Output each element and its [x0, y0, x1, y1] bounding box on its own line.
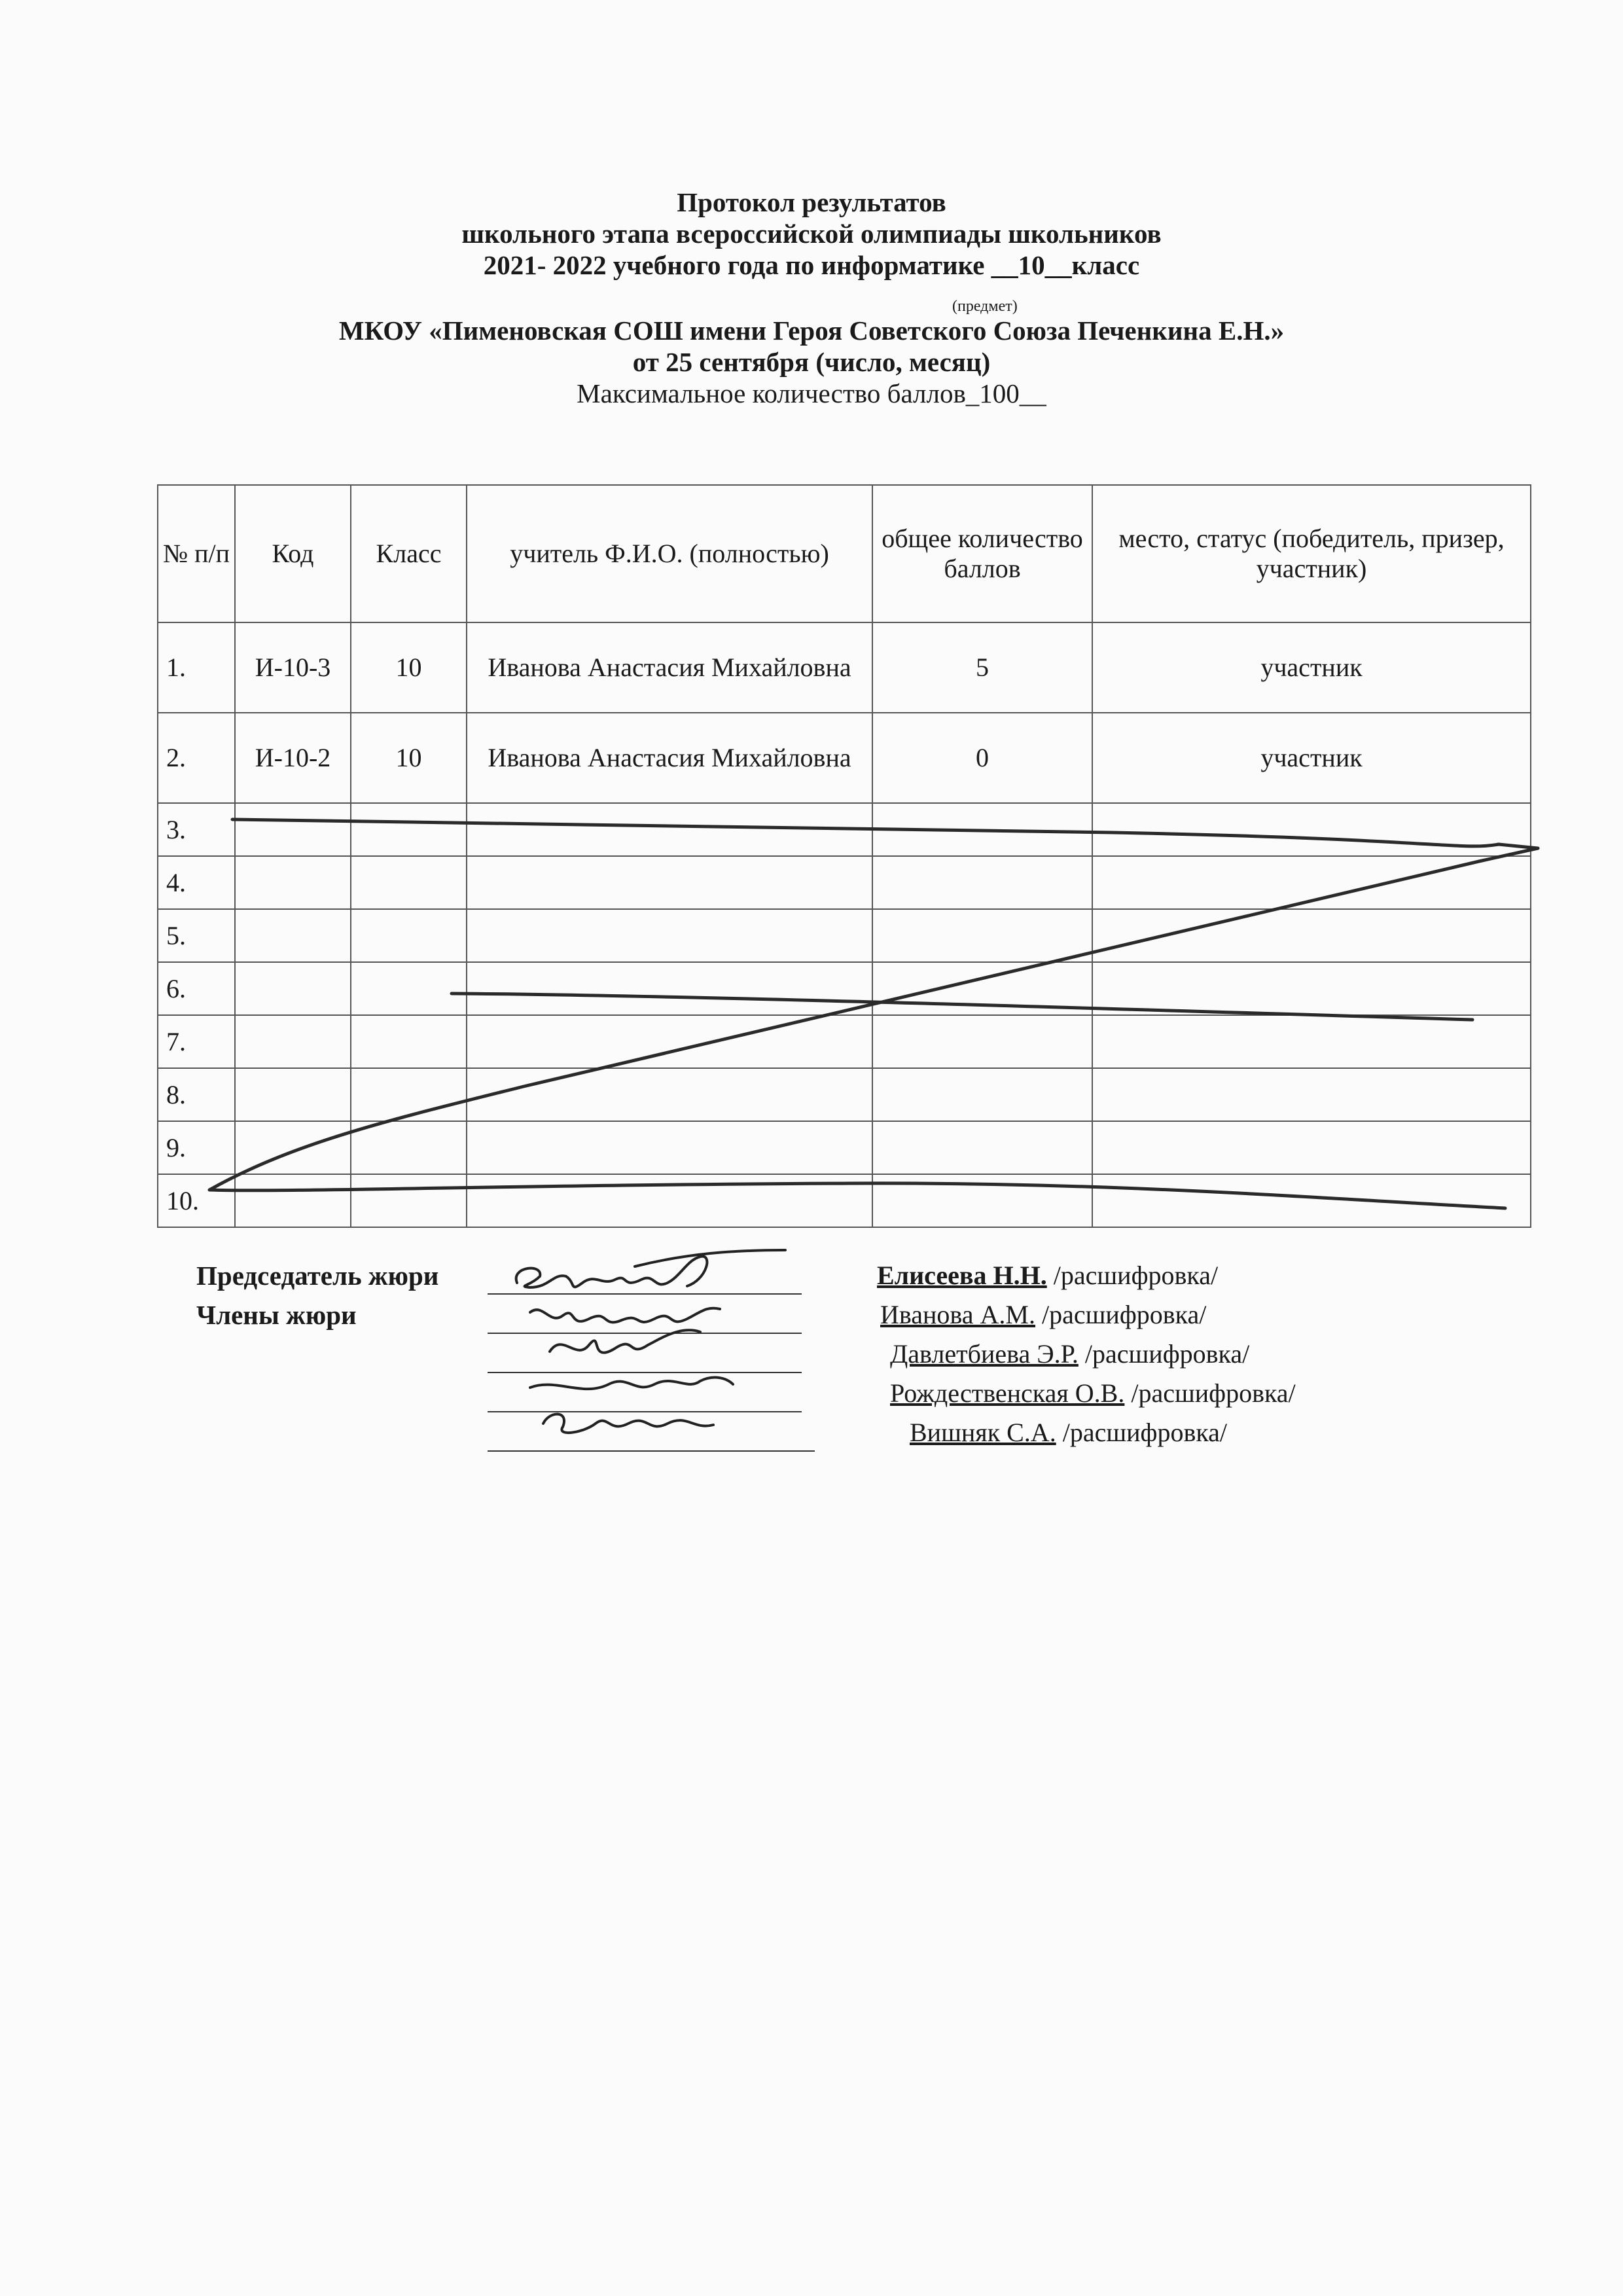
jury-name: Давлетбиева Э.Р. /расшифровка/: [890, 1339, 1250, 1369]
table-row-empty: [158, 962, 1531, 1015]
school-name: МКОУ «Пименовская СОШ имени Героя Советского Союза Печенкина Е.Н.»: [338, 315, 1285, 346]
table-row-empty: [158, 856, 1531, 909]
row-status: участник: [1092, 713, 1531, 803]
jury-name: Елисеева Н.Н. /расшифровка/: [877, 1261, 1219, 1290]
table-row: [158, 713, 1531, 803]
row-num: 3.: [158, 803, 235, 856]
table-header-row: [158, 485, 1531, 622]
results-table-wrap: [157, 484, 1530, 1228]
results-table: [157, 484, 1531, 1228]
jury-signatures: [196, 1247, 1505, 1463]
header-teacher: учитель Ф.И.О. (полностью): [467, 485, 872, 622]
jury-name: Рождественская О.В. /расшифровка/: [890, 1378, 1296, 1408]
table-row-empty: [158, 909, 1531, 962]
header-code: Код: [235, 485, 351, 622]
table-row-empty: [158, 1015, 1531, 1068]
row-num: 1.: [158, 622, 235, 713]
jury-members-label: Члены жюри: [196, 1300, 357, 1330]
jury-name: Вишняк С.А. /расшифровка/: [910, 1418, 1228, 1447]
row-grade: 10: [351, 713, 467, 803]
jury-name: Иванова А.М. /расшифровка/: [880, 1300, 1207, 1329]
subject-note: (предмет): [952, 298, 1018, 315]
table-row-empty: [158, 1174, 1531, 1227]
date-line: от 25 сентября (число, месяц): [632, 347, 991, 377]
header-score: общее количество баллов: [872, 485, 1092, 622]
row-code: И-10-3: [235, 622, 351, 713]
row-score: 5: [872, 622, 1092, 713]
header-num: № п/п: [158, 485, 235, 622]
header-status: место, статус (победитель, призер, участник): [1092, 485, 1531, 622]
document-title: Протокол результатов: [677, 187, 946, 217]
row-num: 4.: [158, 856, 235, 909]
max-score-line: Максимальное количество баллов_100__: [577, 378, 1046, 408]
jury-chair-label: Председатель жюри: [196, 1261, 439, 1291]
row-num: 9.: [158, 1121, 235, 1174]
row-score: 0: [872, 713, 1092, 803]
row-teacher: Иванова Анастасия Михайловна: [467, 713, 872, 803]
handwritten-signatures: [504, 1247, 805, 1456]
olympiad-line: школьного этапа всероссийской олимпиады школьников: [461, 219, 1162, 249]
year-subject-line: 2021- 2022 учебного года по информатике __10__класс: [483, 250, 1140, 280]
row-num: 6.: [158, 962, 235, 1015]
table-row-empty: [158, 1068, 1531, 1121]
header-grade: Класс: [351, 485, 467, 622]
table-row: [158, 622, 1531, 713]
table-row-empty: [158, 1121, 1531, 1174]
row-num: 5.: [158, 909, 235, 962]
row-num: 10.: [158, 1174, 235, 1227]
row-grade: 10: [351, 622, 467, 713]
row-num: 7.: [158, 1015, 235, 1068]
document-header: [0, 187, 1623, 409]
row-teacher: Иванова Анастасия Михайловна: [467, 622, 872, 713]
row-status: участник: [1092, 622, 1531, 713]
row-code: И-10-2: [235, 713, 351, 803]
row-num: 2.: [158, 713, 235, 803]
table-row-empty: [158, 803, 1531, 856]
row-num: 8.: [158, 1068, 235, 1121]
